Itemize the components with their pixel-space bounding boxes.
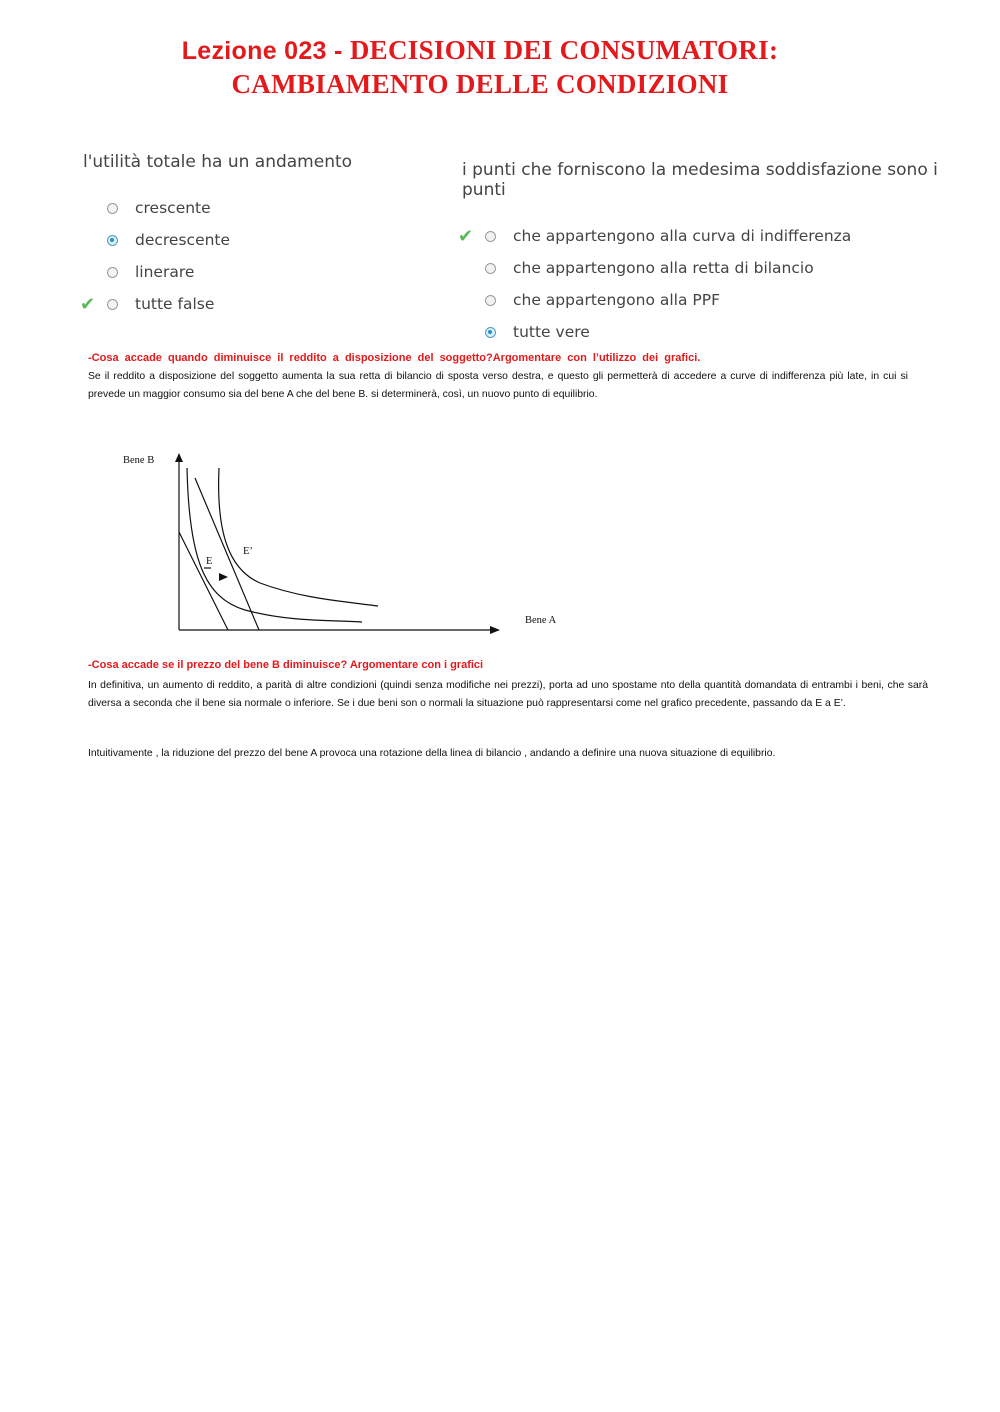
quiz-question: l'utilità totale ha un andamento [83, 152, 353, 172]
indifference-curve-1 [187, 468, 362, 622]
y-axis-arrow-icon [175, 453, 183, 462]
section1-heading: -Cosa accade quando diminuisce il reddito a disposizione del soggetto?Argomentare con l’utilizzo dei grafici. [88, 352, 701, 364]
option-label: tutte false [135, 295, 215, 313]
shift-arrow-icon [219, 573, 228, 581]
graph-point-e: E [206, 556, 213, 567]
section2-text-2: Intuitivamente , la riduzione del prezzo del bene A provoca una rotazione della linea di bilancio , andando a definire una nuova situazione di equilibrio. [88, 748, 776, 759]
title-lesson-number: Lezione 023 - [181, 37, 350, 65]
graph-point-e-prime: E’ [243, 546, 253, 557]
section1-text: Se il reddito a disposizione del soggetto aumenta la sua retta di bilancio di sposta verso destra, e questo gli permetterà di accedere a curve di indifferenza più late, in cui si prevede un maggior consumo sia del bene A che del bene B. si determinerà, così, un nuovo punto di equilibrio. [88, 371, 908, 400]
section2-heading: -Cosa accade se il prezzo del bene B diminuisce? Argomentare con i grafici [88, 659, 484, 671]
option-label: che appartengono alla retta di bilancio [513, 259, 814, 277]
option-label: linerare [135, 263, 195, 281]
budget-line-2 [195, 478, 259, 630]
option-label: tutte vere [513, 323, 590, 341]
indifference-curve-2 [219, 468, 378, 606]
quiz-question: i punti che forniscono la medesima soddisfazione sono i punti [462, 160, 938, 200]
checkmark-icon: ✔ [80, 293, 96, 315]
budget-line-1 [179, 532, 228, 630]
option-label: crescente [135, 199, 211, 217]
title-line1: DECISIONI DEI CONSUMATORI: [349, 35, 779, 65]
x-axis-arrow-icon [490, 626, 500, 634]
option-label: decrescente [135, 231, 231, 249]
graph-x-label: Bene A [525, 615, 557, 626]
title-line2: CAMBIAMENTO DELLE CONDIZIONI [231, 69, 729, 99]
option-label: che appartengono alla PPF [513, 291, 720, 309]
option-label: che appartengono alla curva di indifferenza [513, 227, 852, 245]
checkmark-icon: ✔ [458, 225, 474, 247]
graph-y-label: Bene B [123, 455, 155, 466]
section2-text: In definitiva, un aumento di reddito, a parità di altre condizioni (quindi senza modifiche nei prezzi), porta ad uno spostame nto della quantità domandata di entrambi i beni, che sarà diversa a seconda che il bene sia normale o inferiore. Se i due beni son o normali la situazione può rappresentarsi come nel grafico precedente, passando da E a E’. [88, 680, 928, 709]
